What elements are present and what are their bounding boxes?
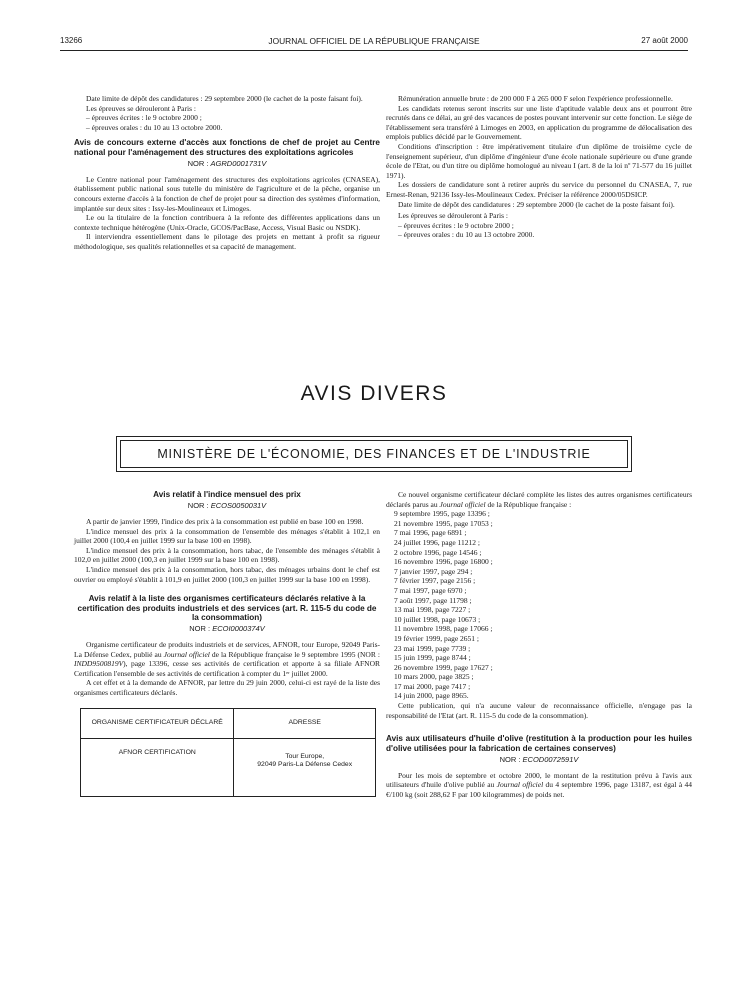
nor-line [74, 501, 380, 511]
organismes-heading: Avis relatif à la liste des organismes certificateurs déclarés relative à la certification des produits industriels et des services (art. R. 115-5 du code de la consommation) [77, 594, 377, 622]
publication-item: 26 novembre 1999, page 17627 ; [394, 662, 493, 672]
exam-oral: – épreuves orales : du 10 au 13 octobre 2000. [398, 230, 535, 240]
paragraph: Conditions d'inscription : être impérativement titulaire d'un diplôme de troisième cycle de l'enseignement supérieur, d'un diplôme d'ingénieur d'une école nationale supérieure ou d'une grande école de l'Etat, ou d'un titre ou diplôme homologué au niveau I (art. 8 de la loi nº 71-577 du 16 juillet 1971). [386, 141, 692, 180]
text-run: ), page 13396, cesse ses activités de certification et apporte à sa filiale AFNOR Certification l'ensemble de ses activités de certification à compter du 1ᵉʳ juillet 2000. [74, 659, 380, 678]
paragraph: L'indice mensuel des prix à la consommation de l'ensemble des ménages s'établit à 102,1 en juillet 2000 (100,4 en juillet 1999 sur la base 100 en 1998). [74, 526, 380, 546]
column-right-bottom [386, 490, 692, 799]
publication-item: 7 août 1997, page 11798 ; [394, 595, 472, 605]
publication-item: 7 janvier 1997, page 294 ; [394, 566, 473, 576]
publication-item: 13 mai 1998, page 7227 ; [394, 605, 471, 615]
publication-item: 24 juillet 1996, page 11212 ; [394, 537, 480, 547]
publication-item: 10 juillet 1998, page 10673 ; [394, 614, 481, 624]
publication-item: 17 mai 2000, page 7417 ; [394, 681, 471, 691]
nor-prefix: NOR : [187, 501, 209, 511]
paragraph: L'indice mensuel des prix à la consommation, hors tabac, de l'ensemble des ménages s'établit à 102,0 en juillet 2000 (100,3 en juillet 1999 sur la base 100 en 1998). [74, 545, 380, 565]
publication-list [386, 509, 692, 701]
indice-heading: Avis relatif à l'indice mensuel des prix [153, 490, 301, 499]
text-run: du 4 septembre 1996, page 13187, est égal à 44 €/100 kg (soit 288,62 F par 100 kilogrammes) de poids net. [386, 780, 692, 799]
nor-prefix: NOR : [189, 624, 211, 634]
paragraph: Il interviendra essentiellement dans le pilotage des projets en mettant à profit sa rigueur méthodologique, ses qualités relationnelles et sa capacité de management. [74, 232, 380, 251]
publication-item: 9 septembre 1995, page 13396 ; [394, 509, 490, 519]
column-left-top [74, 94, 380, 252]
publication-item: 21 novembre 1995, page 17053 ; [394, 518, 493, 528]
publication-item: 15 juin 1999, page 8744 ; [394, 653, 471, 663]
page-number: 13266 [60, 36, 83, 45]
paragraph: Les dossiers de candidature sont à retirer auprès du service du personnel du CNASEA, 7, rue Ernest-Renan, 92136 Issy-les-Moulineaux Cedex. Préciser la référence 2000/05DSICP. [386, 180, 692, 199]
publication-item: 11 novembre 1998, page 17066 ; [394, 624, 493, 634]
exam-oral: – épreuves orales : du 10 au 13 octobre 2000. [86, 122, 223, 132]
journal-name: Journal officiel [496, 780, 544, 790]
publication-item: 10 mars 2000, page 3825 ; [394, 672, 474, 682]
issue-date: 27 août 2000 [641, 36, 688, 45]
organisme-address [234, 738, 376, 796]
publication-item: 7 mai 1997, page 6970 ; [394, 585, 467, 595]
header-rule [60, 50, 688, 51]
deadline-text: Date limite de dépôt des candidatures : 29 septembre 2000 (le cachet de la poste faisant foi). [86, 94, 363, 103]
publication-item: 23 mai 1999, page 7739 ; [394, 643, 471, 653]
organismes-table [80, 708, 376, 797]
organisme-name: AFNOR CERTIFICATION [81, 738, 234, 796]
table-header-row [81, 708, 376, 738]
column-right-top [386, 94, 692, 240]
exam-written: – épreuves écrites : le 9 octobre 2000 ; [398, 220, 514, 230]
huile-heading: Avis aux utilisateurs d'huile d'olive (restitution à la production pour les huiles d'olive utilisées pour la fabrication de certaines conserves) [386, 734, 692, 753]
concours-heading: Avis de concours externe d'accès aux fonctions de chef de projet au Centre national pour l'aménagement des structures des exploitations agricoles [74, 138, 380, 157]
paragraph: Le ou la titulaire de la fonction contribuera à la refonte des différentes applications dans un contexte technique hétérogène (Unix-Oracle, GCOS/PacBase, Access, Visual Basic ou NSDK). [74, 213, 380, 232]
nor-line [74, 624, 380, 634]
nor-code: AGRD0001731V [210, 159, 267, 169]
paragraph: Date limite de dépôt des candidatures : 29 septembre 2000 (le cachet de la poste faisant foi). [398, 199, 675, 209]
journal-title: JOURNAL OFFICIEL DE LA RÉPUBLIQUE FRANÇAISE [268, 36, 480, 46]
column-header-organisme: ORGANISME CERTIFICATEUR DÉCLARÉ [81, 708, 234, 738]
paragraph [386, 490, 692, 509]
publication-item: 7 mai 1996, page 6891 ; [394, 528, 467, 538]
journal-name: Journal officiel [439, 499, 486, 509]
nor-code: ECOS0050031V [210, 501, 267, 511]
nor-prefix: NOR : [499, 755, 521, 765]
table-row [81, 738, 376, 796]
column-left-bottom [74, 490, 380, 797]
text-run: Pour les mois de septembre et octobre 2000, le montant de la restitution prévu à l'avis aux utilisateurs d'huile d'olive publié au [386, 770, 692, 790]
address-line: 92049 Paris-La Défense Cedex [257, 760, 353, 768]
address-line: Tour Europe, [285, 752, 325, 760]
publication-item: 7 février 1997, page 2156 ; [394, 576, 476, 586]
nor-prefix: NOR : [187, 159, 209, 169]
exam-location: Les épreuves se dérouleront à Paris : [86, 103, 196, 113]
publication-item: 14 juin 2000, page 8965. [394, 691, 469, 701]
exam-location: Les épreuves se dérouleront à Paris : [398, 211, 508, 221]
running-head [60, 36, 688, 50]
nor-code: INDD9500819V [74, 659, 124, 669]
ministry-banner: MINISTÈRE DE L'ÉCONOMIE, DES FINANCES ET DE L'INDUSTRIE [120, 440, 628, 468]
publication-item: 19 février 1999, page 2651 ; [394, 633, 479, 643]
nor-line [386, 755, 692, 765]
paragraph: L'indice mensuel des prix à la consommation, hors tabac, des ménages urbains dont le chef est ouvrier ou employé s'établit à 101,9 en juillet 2000 (100,3 en juillet 1999 sur la base 100 en 1998). [74, 564, 380, 584]
publication-item: 2 octobre 1996, page 14546 ; [394, 547, 482, 557]
paragraph: A cet effet et à la demande de AFNOR, par lettre du 29 juin 2000, celui-ci est rayé de la liste des organismes certificateurs déclarés. [74, 678, 380, 697]
text-run: de la République française le 9 septembre 1995 (NOR : [211, 649, 380, 659]
paragraph: Cette publication, qui n'a aucune valeur de reconnaissance officielle, n'engage pas la responsabilité de l'Etat (art. R. 115-5 du code de la consommation). [386, 701, 692, 720]
nor-code: ECOI0000374V [212, 624, 265, 634]
section-title: AVIS DIVERS [300, 382, 448, 405]
nor-line [74, 159, 380, 169]
paragraph: A partir de janvier 1999, l'indice des prix à la consommation est publié en base 100 en 1998. [86, 517, 364, 526]
paragraph: Les candidats retenus seront inscrits sur une liste d'aptitude valable deux ans et pourront être recrutés dans ce délai, au gré des vacances de postes pouvant intervenir sur cette fonction. Le siège de l'établissement sera transféré à Limoges en 2003, en application du programme de délocalisation des emplois publics décidé par le Gouvernement. [386, 103, 692, 142]
journal-name: Journal officiel [163, 649, 210, 659]
paragraph: Le Centre national pour l'aménagement des structures des exploitations agricoles (CNASEA), établissement public national sous tutelle du ministère de l'agriculture et de la pêche, organise un concours externe d'accès à la fonction de chef de projet pour sa direction des systèmes d'information, implantée sur deux sites : Issy-les-Moulineaux et Limoges. [74, 174, 380, 213]
text-run: Ce nouvel organisme certificateur déclaré complète les listes des autres organismes certificateurs déclarés parus au [386, 490, 692, 509]
exam-written: – épreuves écrites : le 9 octobre 2000 ; [86, 113, 202, 123]
nor-code: ECOD0072591V [522, 755, 579, 765]
column-header-adresse: ADRESSE [234, 708, 376, 738]
publication-item: 16 novembre 1996, page 16800 ; [394, 557, 493, 567]
paragraph: Rémunération annuelle brute : de 200 000 F à 265 000 F selon l'expérience professionnelle. [398, 94, 673, 103]
paragraph [74, 640, 380, 678]
text-run: de la République française : [487, 499, 572, 509]
paragraph [386, 771, 692, 800]
text-run: Organisme certificateur de produits industriels et de services, AFNOR, tour Europe, 92049 Paris-La Défense Cedex, publié au [74, 639, 380, 659]
